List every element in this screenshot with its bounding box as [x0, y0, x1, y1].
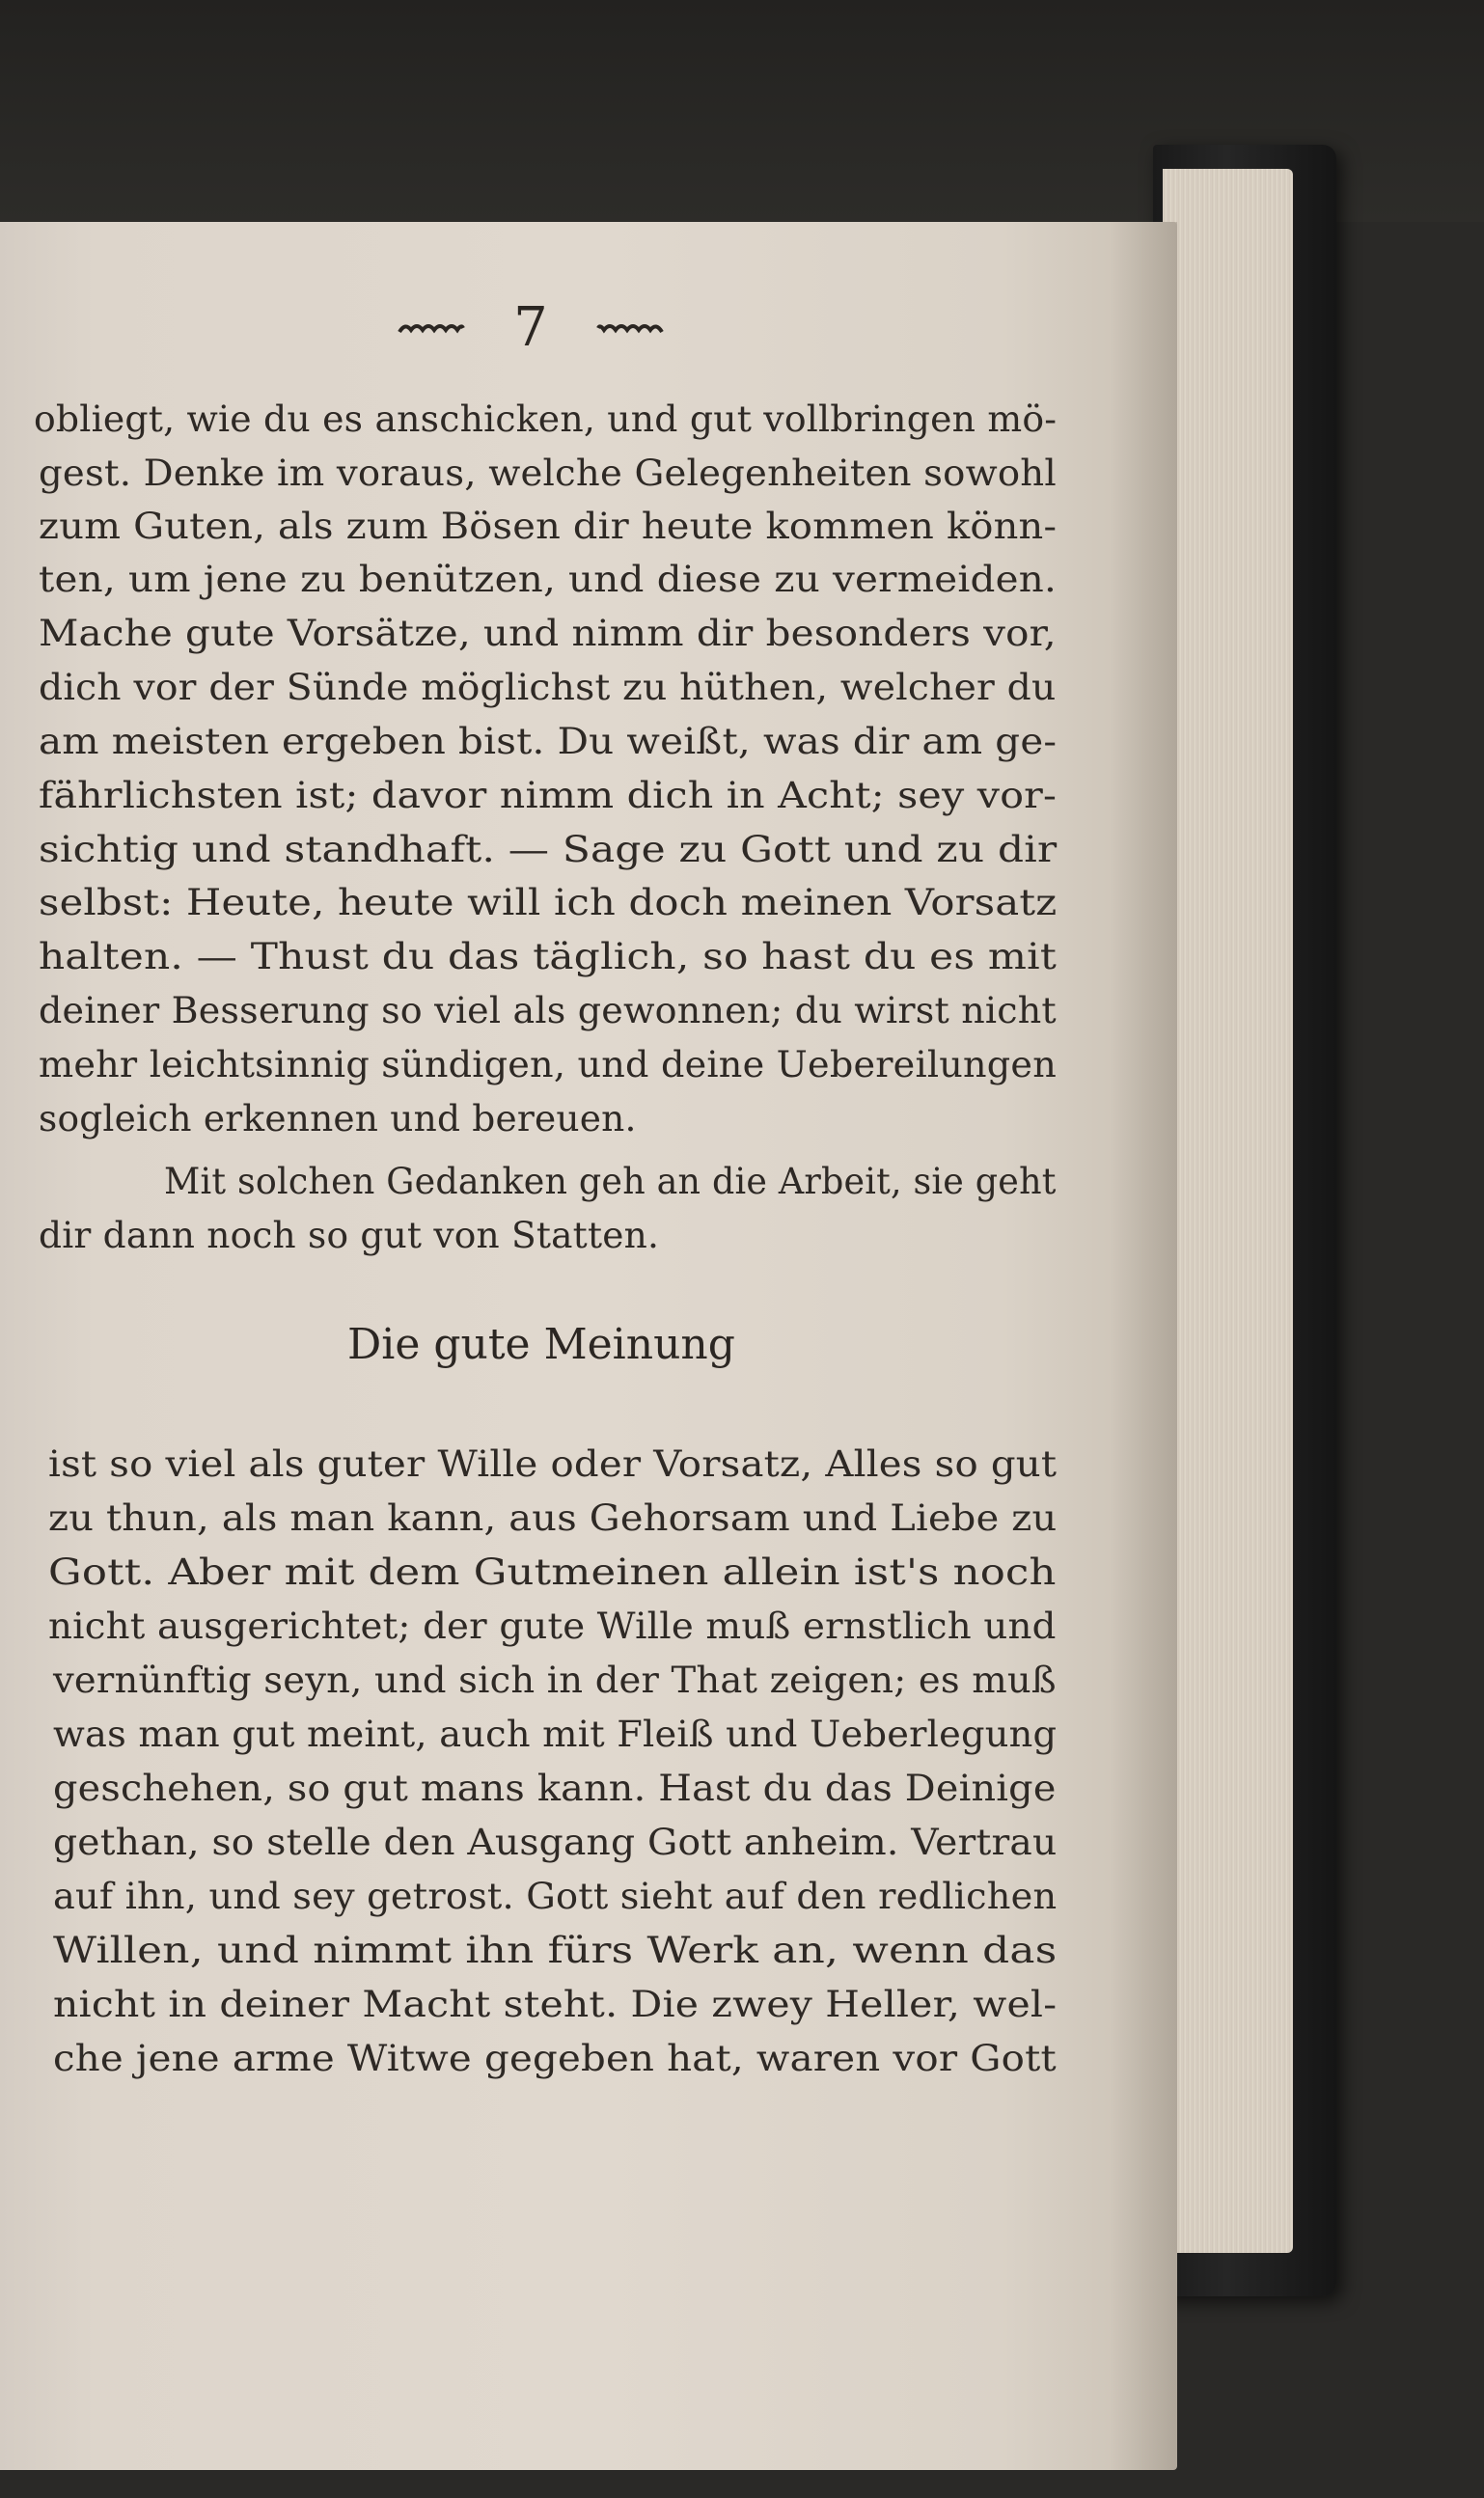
text-line: obliegt, wie du es anschicken, und gut vollbringen mö-: [34, 398, 1058, 440]
text-line: Mit solchen Gedanken geh an die Arbeit, sie geht: [164, 1160, 1057, 1202]
page-edges: [1163, 169, 1293, 2253]
page-header: [367, 294, 695, 362]
text-line: selbst: Heute, heute will ich doch meinen Vorsatz: [39, 881, 1058, 923]
text-line: gethan, so stelle den Ausgang Gott anheim. Vertrau: [53, 1821, 1058, 1863]
text-line: am meisten ergeben bist. Du weißt, was dir am ge-: [39, 720, 1058, 762]
text-line: nicht in deiner Macht steht. Die zwey Heller, wel-: [53, 1983, 1058, 2025]
text-line: auf ihn, und sey getrost. Gott sieht auf den redlichen: [53, 1875, 1058, 1917]
text-line: Mache gute Vorsätze, und nimm dir besonders vor,: [39, 612, 1057, 654]
text-line: ist so viel als guter Wille oder Vorsatz, Alles so gut: [48, 1442, 1058, 1485]
right-ornament-icon: [596, 318, 664, 338]
text-line: nicht ausgerichtet; der gute Wille muß ernstlich und: [48, 1605, 1057, 1647]
text-line: dir dann noch so gut von Statten.: [39, 1214, 660, 1256]
left-ornament-icon: [398, 318, 465, 338]
text-line: dich vor der Sünde möglichst zu hüthen, welcher du: [39, 666, 1057, 708]
page-gutter-shadow: [1110, 222, 1177, 2470]
text-line: Gott. Aber mit dem Gutmeinen allein ist's noch: [48, 1551, 1057, 1593]
text-line: Willen, und nimmt ihn fürs Werk an, wenn das: [53, 1929, 1058, 1971]
text-line: geschehen, so gut mans kann. Hast du das Deinige: [53, 1767, 1057, 1809]
text-line: ten, um jene zu benützen, und diese zu vermeiden.: [39, 558, 1058, 600]
text-line: zu thun, als man kann, aus Gehorsam und Liebe zu: [48, 1496, 1058, 1539]
text-line: deiner Besserung so viel als gewonnen; du wirst nicht: [39, 989, 1057, 1031]
section-heading: Die gute Meinung: [347, 1320, 735, 1369]
text-line: vernünftig seyn, und sich in der That zeigen; es muß: [53, 1659, 1057, 1701]
page-number: 7: [513, 296, 548, 359]
text-line: was man gut meint, auch mit Fleiß und Ueberlegung: [53, 1713, 1058, 1755]
text-line: halten. — Thust du das täglich, so hast du es mit: [39, 935, 1058, 977]
text-line: mehr leichtsinnig sündigen, und deine Uebereilungen: [39, 1043, 1057, 1085]
text-line: sogleich erkennen und bereuen.: [39, 1097, 637, 1139]
text-line: gest. Denke im voraus, welche Gelegenheiten sowohl: [39, 452, 1057, 494]
text-line: sichtig und standhaft. — Sage zu Gott und zu dir: [39, 828, 1058, 870]
text-line: che jene arme Witwe gegeben hat, waren vor Gott: [53, 2037, 1057, 2079]
text-line: zum Guten, als zum Bösen dir heute kommen könn-: [39, 505, 1058, 547]
text-line: fährlichsten ist; davor nimm dich in Acht; sey vor-: [39, 774, 1058, 816]
